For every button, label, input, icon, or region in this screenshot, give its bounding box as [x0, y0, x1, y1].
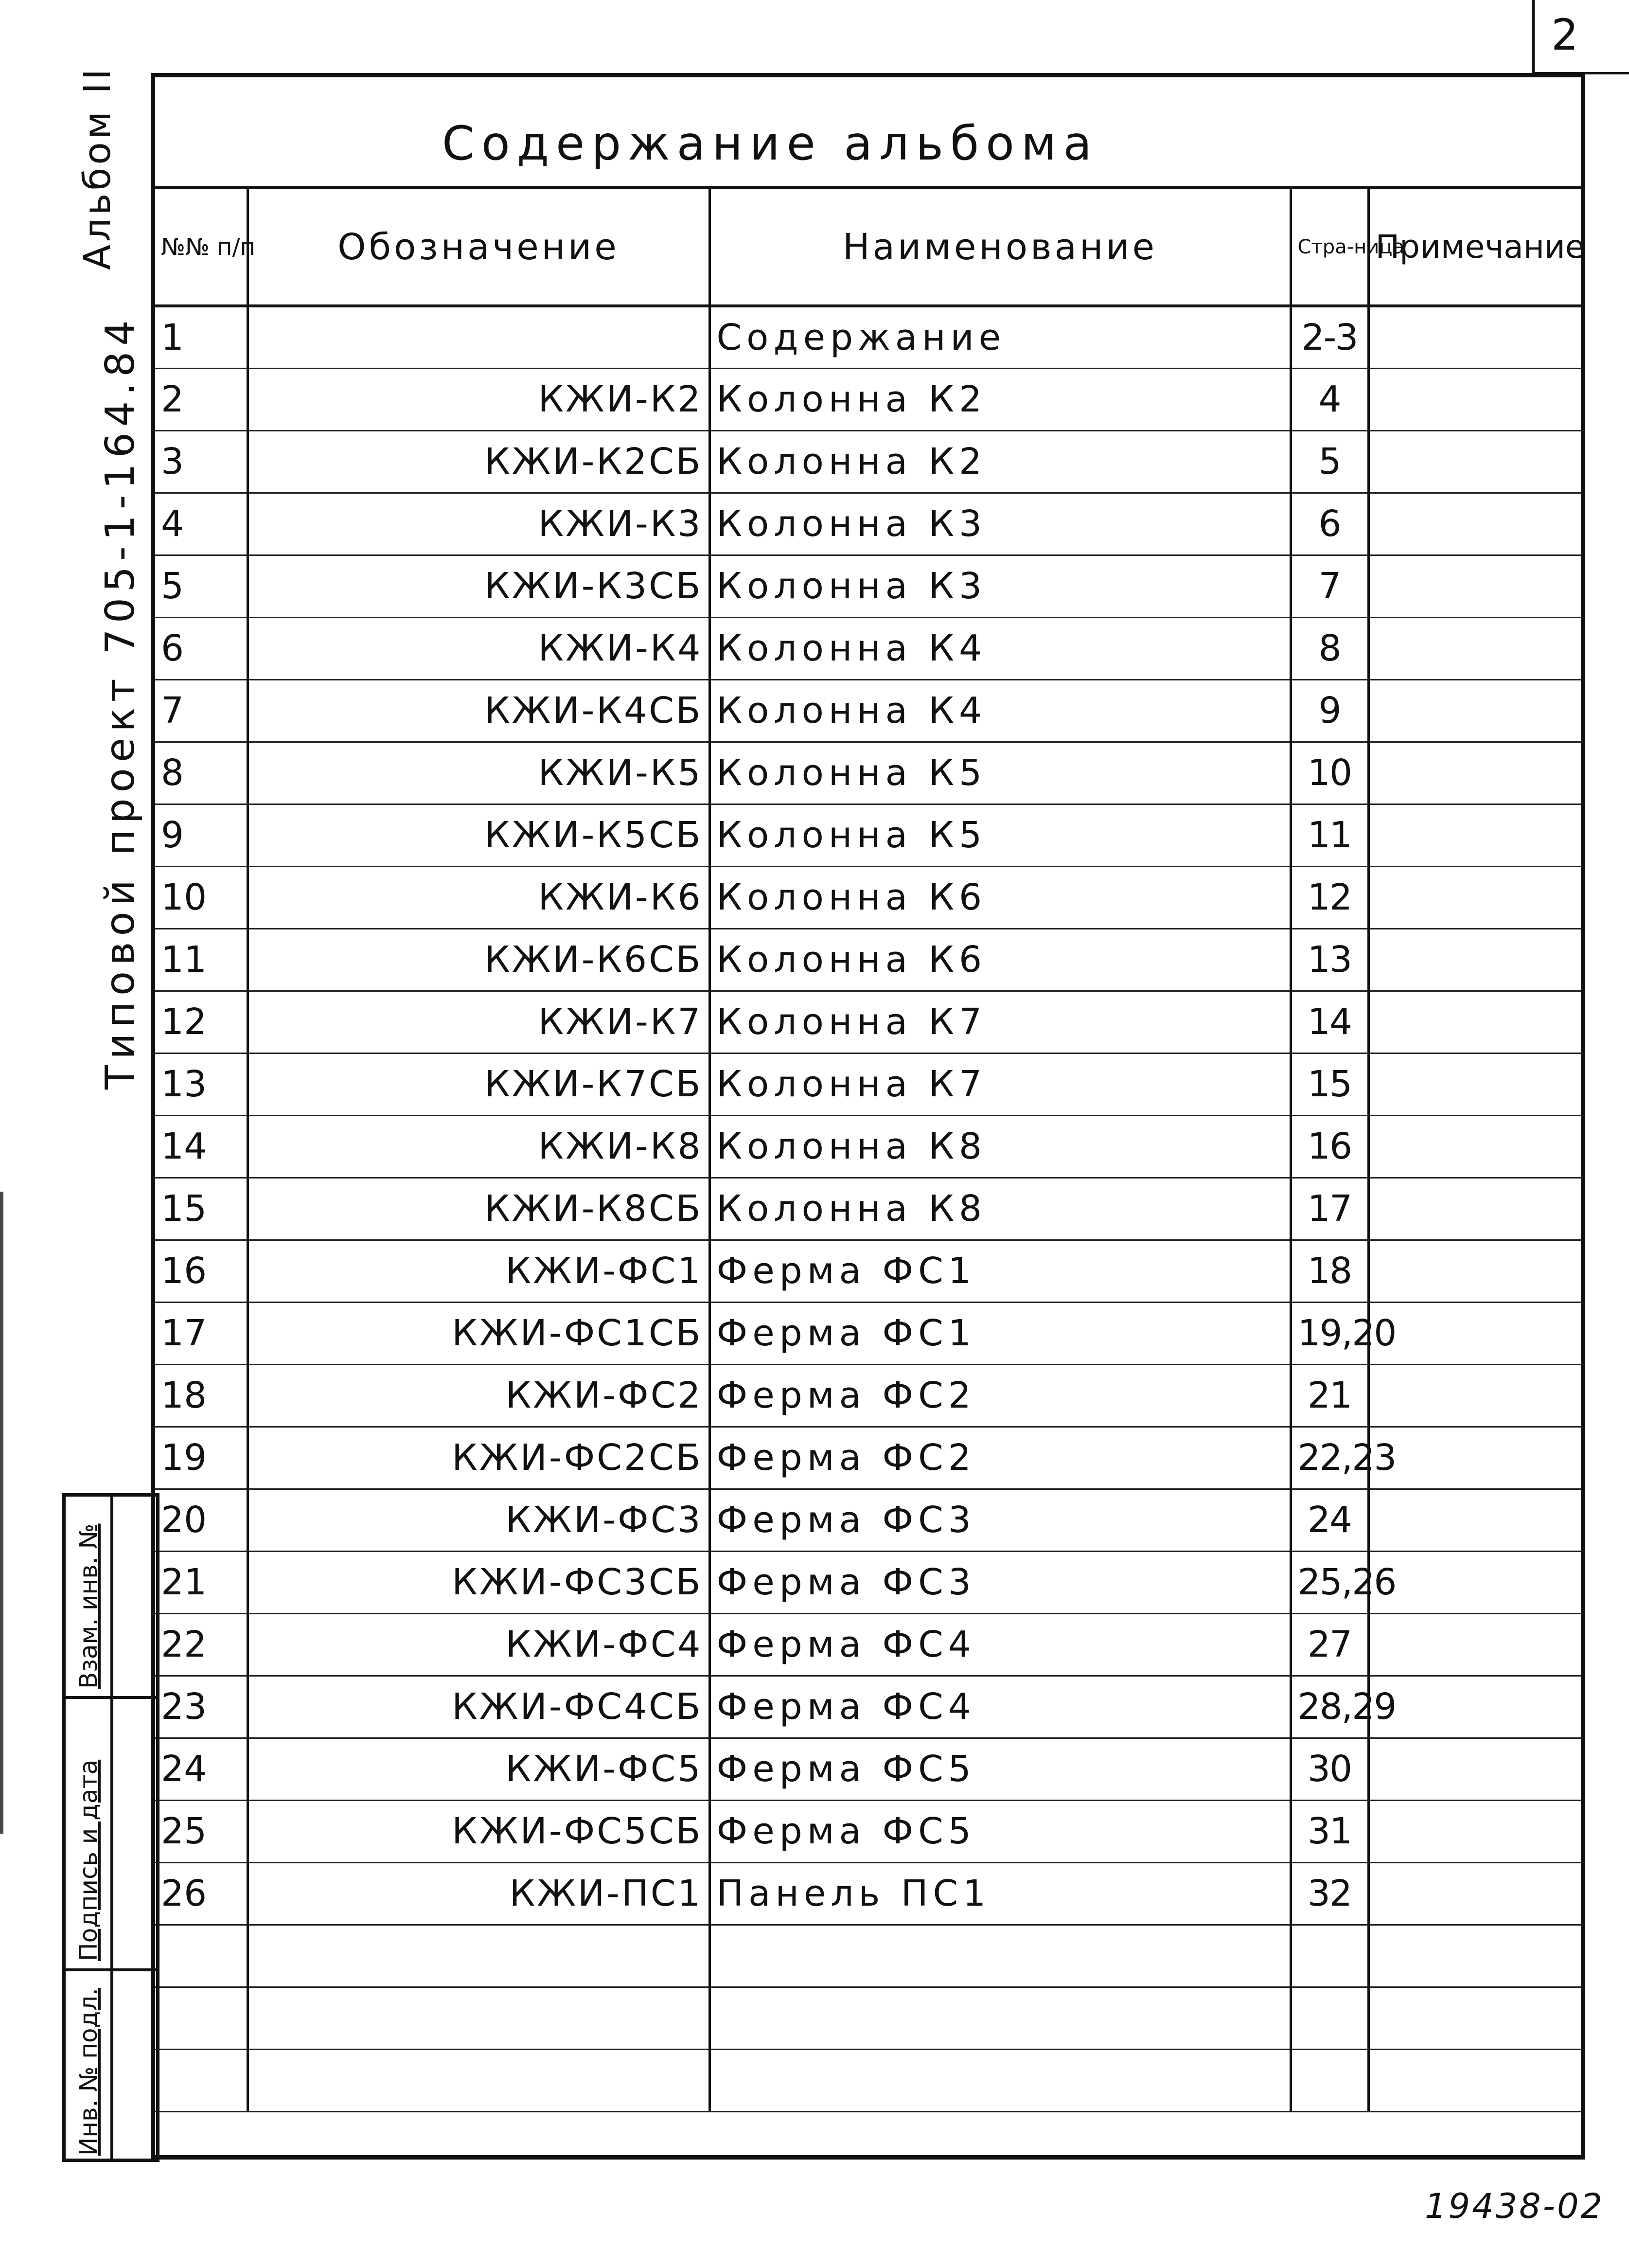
row-number: 15	[155, 1178, 248, 1240]
row-designation: КЖИ-К5СБ	[248, 804, 709, 866]
row-designation: КЖИ-ФС5СБ	[248, 1800, 709, 1862]
row-number: 22	[155, 1613, 248, 1676]
stamp-inv-podl: Инв. № подл.	[74, 1988, 103, 2156]
row-name: Панель ПС1	[709, 1862, 1291, 1925]
row-number: 9	[155, 804, 248, 866]
row-number: 19	[155, 1427, 248, 1489]
row-page: 32	[1291, 1862, 1368, 1925]
table-row	[155, 617, 1581, 679]
row-name: Колонна К5	[709, 742, 1291, 804]
row-designation: КЖИ-К5	[248, 742, 709, 804]
row-name: Колонна К8	[709, 1115, 1291, 1178]
row-name: Колонна К2	[709, 430, 1291, 493]
row-designation: КЖИ-ФС3	[248, 1489, 709, 1551]
table-row	[155, 555, 1581, 617]
table-row	[155, 1364, 1581, 1427]
row-note	[1368, 1489, 1581, 1551]
row-page: 18	[1291, 1240, 1368, 1302]
row-name: Колонна К3	[709, 493, 1291, 555]
row-note	[1368, 1800, 1581, 1862]
blank-cell	[155, 2049, 248, 2111]
row-designation: КЖИ-К2СБ	[248, 430, 709, 493]
row-note	[1368, 430, 1581, 493]
row-page: 9	[1291, 679, 1368, 742]
approval-stamp	[62, 1493, 159, 2162]
row-page: 15	[1291, 1053, 1368, 1115]
row-page: 17	[1291, 1178, 1368, 1240]
row-page: 8	[1291, 617, 1368, 679]
row-page: 25,26	[1291, 1551, 1368, 1613]
row-note	[1368, 368, 1581, 430]
contents-table	[155, 189, 1585, 2112]
row-number: 13	[155, 1053, 248, 1115]
row-page: 13	[1291, 929, 1368, 991]
blank-row	[155, 1987, 1581, 2049]
table-row	[155, 1053, 1581, 1115]
left-binding-rule	[0, 1192, 3, 1834]
row-number: 21	[155, 1551, 248, 1613]
row-designation: КЖИ-ФС2	[248, 1364, 709, 1427]
row-designation: КЖИ-ФС1СБ	[248, 1302, 709, 1364]
row-designation: КЖИ-К7СБ	[248, 1053, 709, 1115]
row-number: 20	[155, 1489, 248, 1551]
table-row	[155, 1302, 1581, 1364]
row-name: Ферма ФС4	[709, 1676, 1291, 1738]
stamp-separator	[66, 1696, 156, 1699]
sheet-number: 2	[1551, 10, 1578, 60]
blank-cell	[1368, 2049, 1581, 2111]
table-row	[155, 1178, 1581, 1240]
table-row	[155, 1676, 1581, 1738]
header-page: Стра-ница	[1291, 189, 1368, 306]
row-note	[1368, 1613, 1581, 1676]
row-note	[1368, 1240, 1581, 1302]
table-row	[155, 991, 1581, 1053]
row-page: 16	[1291, 1115, 1368, 1178]
header-code: Обозначение	[248, 189, 709, 306]
row-designation: КЖИ-ФС3СБ	[248, 1551, 709, 1613]
header-note: Примечание	[1368, 189, 1581, 306]
row-note	[1368, 991, 1581, 1053]
row-page: 12	[1291, 866, 1368, 929]
row-name: Ферма ФС2	[709, 1364, 1291, 1427]
table-row	[155, 1613, 1581, 1676]
row-name: Ферма ФС3	[709, 1489, 1291, 1551]
row-page: 31	[1291, 1800, 1368, 1862]
row-number: 7	[155, 679, 248, 742]
row-name: Колонна К6	[709, 929, 1291, 991]
row-designation: КЖИ-К2	[248, 368, 709, 430]
row-name: Ферма ФС2	[709, 1427, 1291, 1489]
blank-cell	[155, 1925, 248, 1987]
row-page: 24	[1291, 1489, 1368, 1551]
row-name: Колонна К4	[709, 617, 1291, 679]
row-name: Колонна К4	[709, 679, 1291, 742]
row-designation: КЖИ-К8	[248, 1115, 709, 1178]
row-page: 30	[1291, 1738, 1368, 1800]
row-page: 2-3	[1291, 306, 1368, 368]
row-number: 16	[155, 1240, 248, 1302]
header-name: Наименование	[709, 189, 1291, 306]
row-name: Колонна К7	[709, 1053, 1291, 1115]
title-area	[155, 77, 1581, 189]
table-row	[155, 1862, 1581, 1925]
table-header-row	[155, 189, 1581, 306]
table-row	[155, 1738, 1581, 1800]
row-number: 24	[155, 1738, 248, 1800]
stamp-inv-vzam: Взам. инв. №	[74, 1523, 103, 1689]
row-name: Ферма ФС1	[709, 1302, 1291, 1364]
row-page: 7	[1291, 555, 1368, 617]
page-title: Содержание альбома	[442, 116, 1099, 171]
row-note	[1368, 1427, 1581, 1489]
table-row	[155, 430, 1581, 493]
row-number: 4	[155, 493, 248, 555]
table-row	[155, 1800, 1581, 1862]
row-designation: КЖИ-К3СБ	[248, 555, 709, 617]
table-row	[155, 368, 1581, 430]
row-note	[1368, 555, 1581, 617]
table-row	[155, 493, 1581, 555]
blank-row	[155, 2049, 1581, 2111]
table-row	[155, 929, 1581, 991]
row-designation	[248, 306, 709, 368]
row-note	[1368, 1551, 1581, 1613]
row-page: 28,29	[1291, 1676, 1368, 1738]
row-number: 18	[155, 1364, 248, 1427]
row-page: 27	[1291, 1613, 1368, 1676]
project-label: Типовой проект 705-1-164.84	[97, 314, 143, 1089]
blank-cell	[248, 2049, 709, 2111]
row-designation: КЖИ-К8СБ	[248, 1178, 709, 1240]
row-note	[1368, 1302, 1581, 1364]
row-designation: КЖИ-ПС1	[248, 1862, 709, 1925]
row-designation: КЖИ-ФС4	[248, 1613, 709, 1676]
blank-cell	[709, 1925, 1291, 1987]
row-designation: КЖИ-ФС5	[248, 1738, 709, 1800]
sheet-number-box	[1532, 0, 1535, 73]
row-note	[1368, 1862, 1581, 1925]
row-number: 8	[155, 742, 248, 804]
row-designation: КЖИ-ФС4СБ	[248, 1676, 709, 1738]
row-designation: КЖИ-К3	[248, 493, 709, 555]
row-name: Содержание	[709, 306, 1291, 368]
row-name: Ферма ФС1	[709, 1240, 1291, 1302]
blank-cell	[248, 1987, 709, 2049]
row-designation: КЖИ-К4СБ	[248, 679, 709, 742]
row-designation: КЖИ-К4	[248, 617, 709, 679]
row-name: Колонна К7	[709, 991, 1291, 1053]
row-note	[1368, 1676, 1581, 1738]
row-note	[1368, 1053, 1581, 1115]
blank-cell	[1368, 1987, 1581, 2049]
row-note	[1368, 493, 1581, 555]
row-number: 25	[155, 1800, 248, 1862]
row-name: Ферма ФС5	[709, 1738, 1291, 1800]
blank-cell	[709, 1987, 1291, 2049]
row-number: 3	[155, 430, 248, 493]
blank-cell	[1291, 2049, 1368, 2111]
row-number: 17	[155, 1302, 248, 1364]
row-designation: КЖИ-ФС2СБ	[248, 1427, 709, 1489]
blank-cell	[1368, 1925, 1581, 1987]
row-number: 6	[155, 617, 248, 679]
table-row	[155, 866, 1581, 929]
blank-cell	[1291, 1987, 1368, 2049]
document-frame	[151, 73, 1585, 2160]
table-row	[155, 1240, 1581, 1302]
row-page: 6	[1291, 493, 1368, 555]
row-page: 5	[1291, 430, 1368, 493]
stamp-column-divider	[110, 1497, 113, 2159]
row-note	[1368, 617, 1581, 679]
row-page: 4	[1291, 368, 1368, 430]
row-number: 14	[155, 1115, 248, 1178]
blank-cell	[1291, 1925, 1368, 1987]
row-note	[1368, 679, 1581, 742]
blank-cell	[248, 1925, 709, 1987]
row-name: Ферма ФС4	[709, 1613, 1291, 1676]
table-row	[155, 742, 1581, 804]
row-note	[1368, 929, 1581, 991]
row-number: 10	[155, 866, 248, 929]
table-row	[155, 306, 1581, 368]
table-row	[155, 679, 1581, 742]
row-page: 14	[1291, 991, 1368, 1053]
row-number: 26	[155, 1862, 248, 1925]
row-page: 21	[1291, 1364, 1368, 1427]
row-note	[1368, 1364, 1581, 1427]
table-row	[155, 1551, 1581, 1613]
row-note	[1368, 804, 1581, 866]
row-name: Колонна К2	[709, 368, 1291, 430]
row-note	[1368, 1115, 1581, 1178]
header-num: №№ п/п	[155, 189, 248, 306]
blank-cell	[155, 1987, 248, 2049]
row-number: 11	[155, 929, 248, 991]
row-number: 5	[155, 555, 248, 617]
row-note	[1368, 1738, 1581, 1800]
row-number: 12	[155, 991, 248, 1053]
row-name: Ферма ФС3	[709, 1551, 1291, 1613]
document-code: 19438-02	[1425, 2186, 1605, 2226]
table-row	[155, 1115, 1581, 1178]
row-number: 2	[155, 368, 248, 430]
table-row	[155, 1489, 1581, 1551]
row-number: 23	[155, 1676, 248, 1738]
row-name: Ферма ФС5	[709, 1800, 1291, 1862]
table-row	[155, 1427, 1581, 1489]
row-page: 19,20	[1291, 1302, 1368, 1364]
row-designation: КЖИ-ФС1	[248, 1240, 709, 1302]
row-note	[1368, 1178, 1581, 1240]
table-body	[155, 306, 1581, 2111]
row-name: Колонна К5	[709, 804, 1291, 866]
row-designation: КЖИ-К6	[248, 866, 709, 929]
stamp-separator	[66, 1968, 156, 1971]
row-name: Колонна К3	[709, 555, 1291, 617]
row-designation: КЖИ-К7	[248, 991, 709, 1053]
album-label: Альбом II	[75, 66, 119, 270]
row-number: 1	[155, 306, 248, 368]
row-note	[1368, 866, 1581, 929]
row-page: 22,23	[1291, 1427, 1368, 1489]
row-note	[1368, 742, 1581, 804]
blank-row	[155, 1925, 1581, 1987]
row-note	[1368, 306, 1581, 368]
table-row	[155, 804, 1581, 866]
row-name: Колонна К8	[709, 1178, 1291, 1240]
blank-cell	[709, 2049, 1291, 2111]
row-name: Колонна К6	[709, 866, 1291, 929]
stamp-sign-date: Подпись и дата	[74, 1759, 103, 1961]
row-page: 10	[1291, 742, 1368, 804]
row-page: 11	[1291, 804, 1368, 866]
row-designation: КЖИ-К6СБ	[248, 929, 709, 991]
